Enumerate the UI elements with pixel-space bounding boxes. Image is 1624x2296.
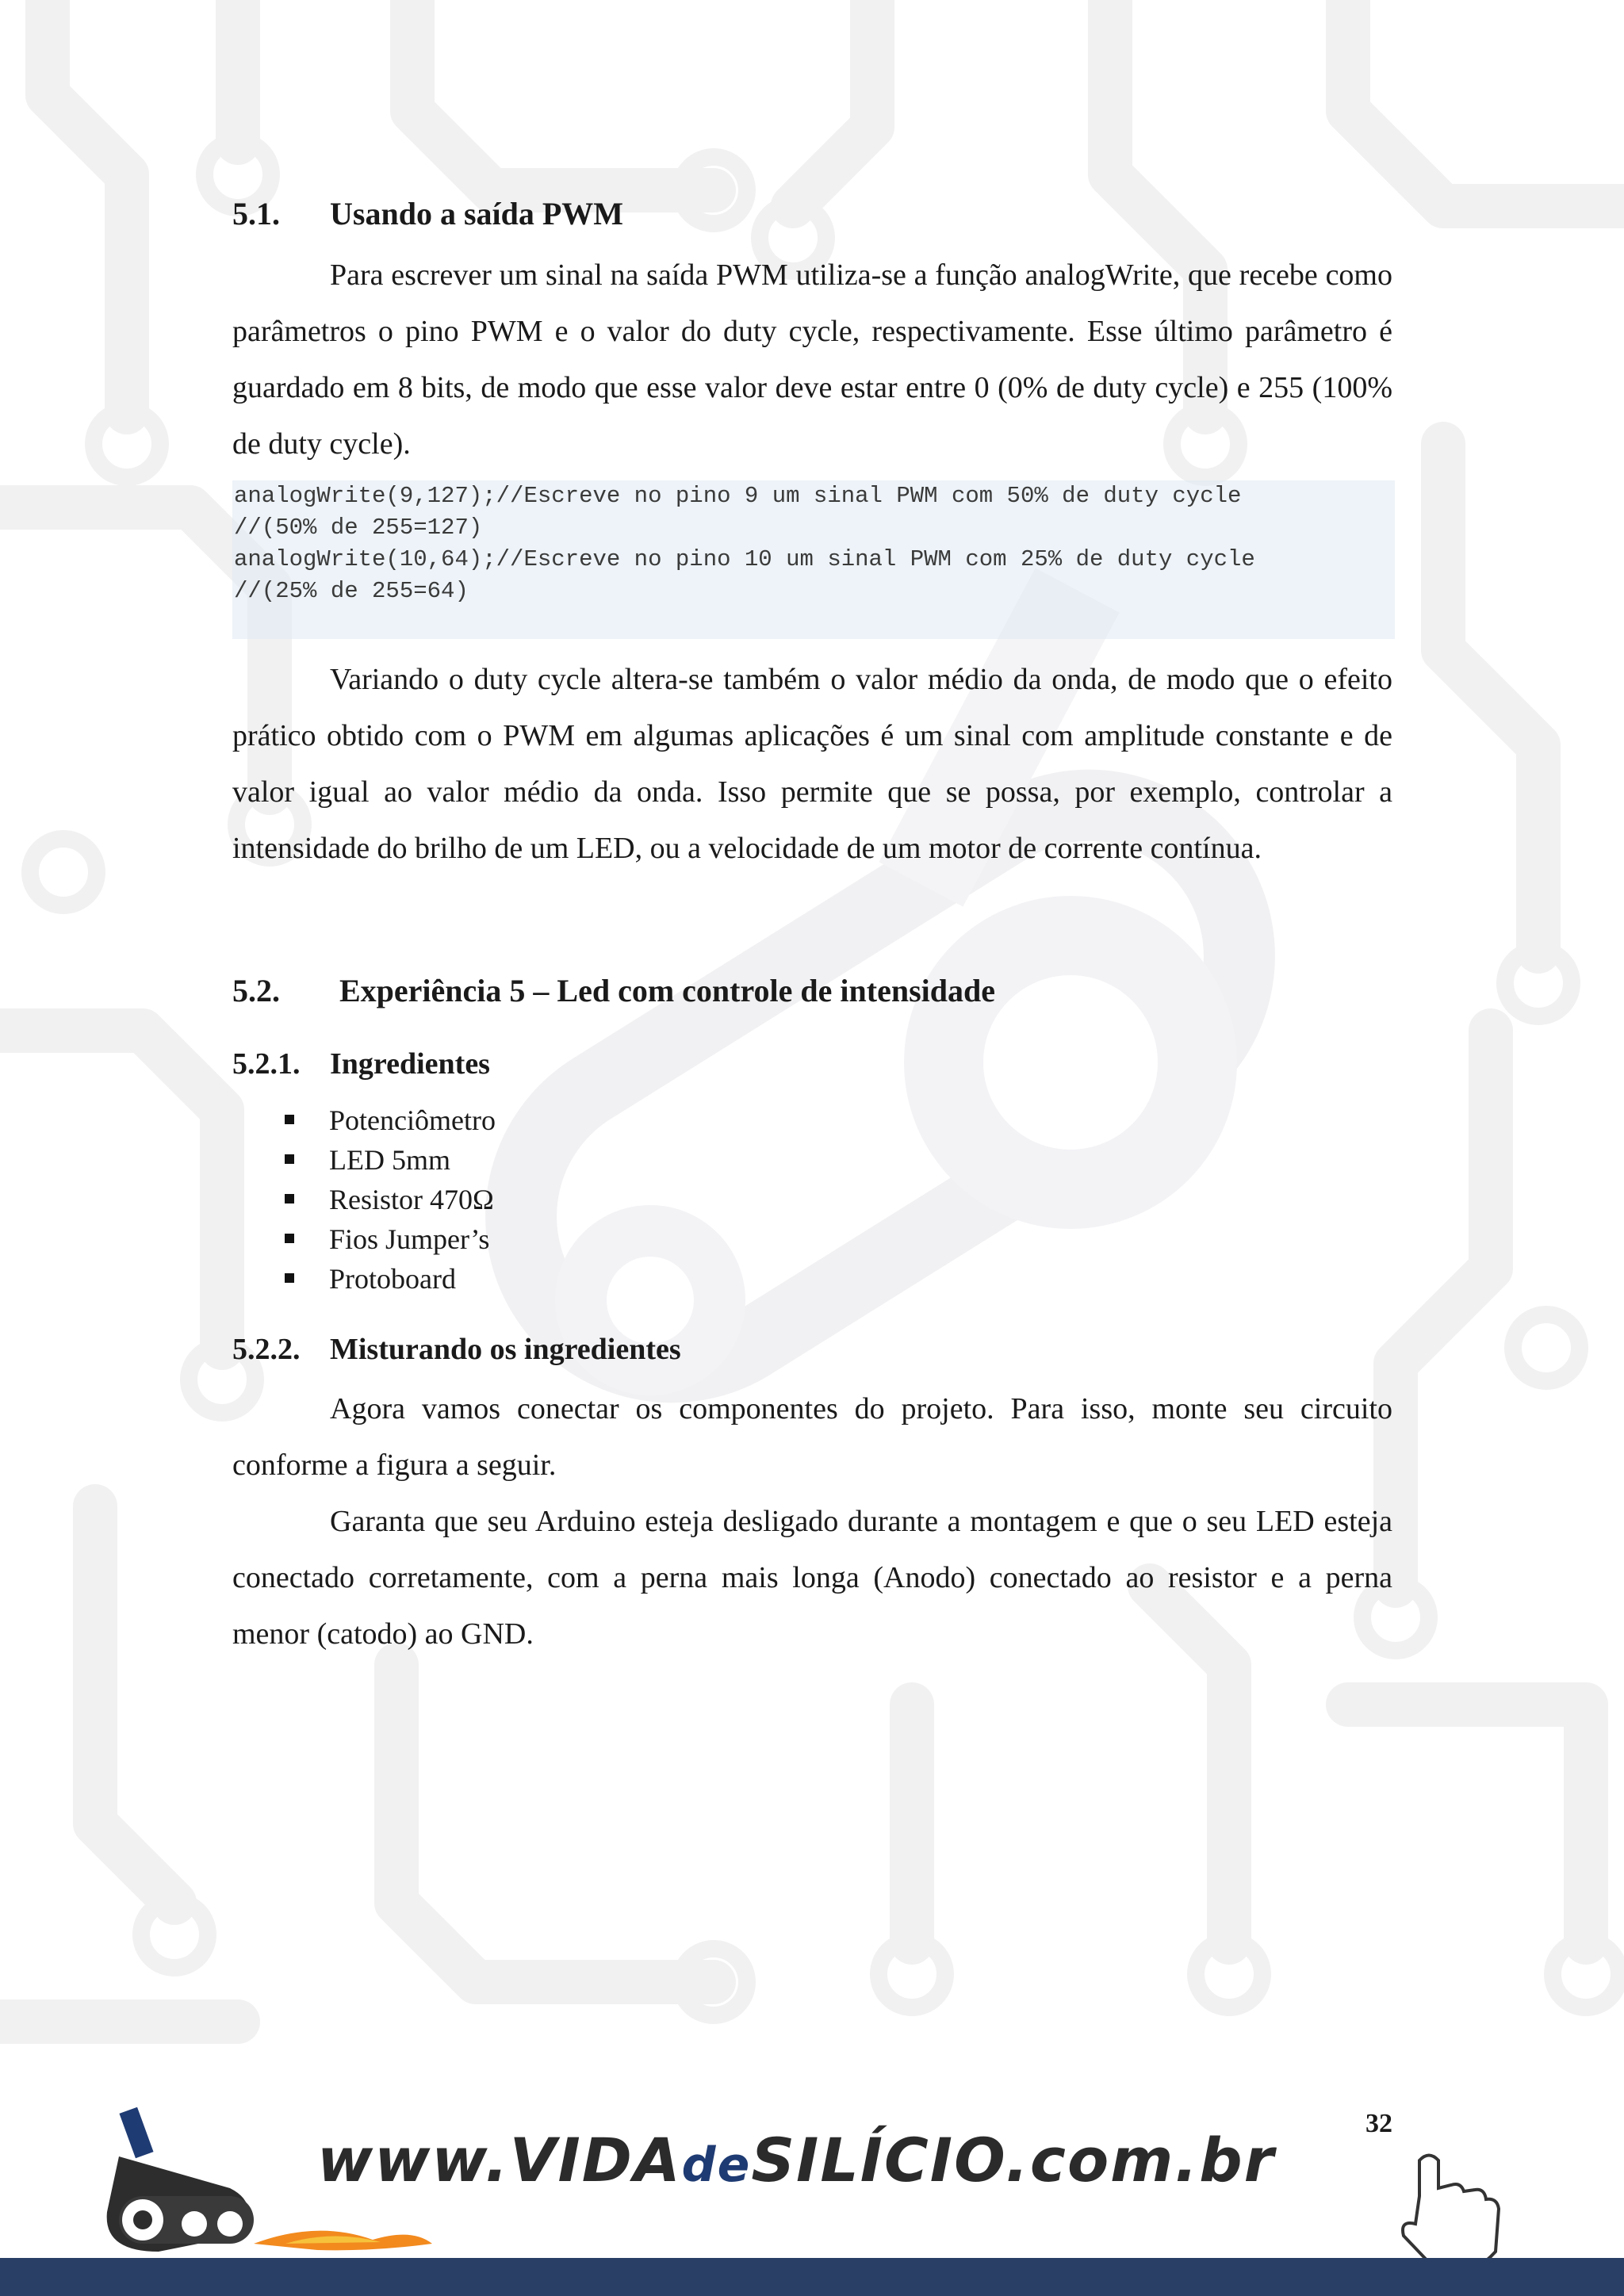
bullet-icon: [285, 1154, 294, 1164]
section-heading-5-2: [232, 972, 995, 1009]
bullet-icon: [285, 1194, 294, 1203]
section-number: 5.1.: [232, 196, 280, 232]
section-number: 5.2.: [232, 973, 280, 1008]
url-de: de: [681, 2137, 752, 2193]
section-heading-5-2-2: [232, 1332, 681, 1367]
section-title: Experiência 5 – Led com controle de intensidade: [339, 973, 995, 1008]
section-title: Misturando os ingredientes: [330, 1333, 681, 1366]
bullet-icon: [285, 1115, 294, 1124]
code-line: analogWrite(10,64);//Escreve no pino 10 um sinal PWM com 25% de duty cycle: [234, 546, 1255, 572]
code-line: analogWrite(9,127);//Escreve no pino 9 um sinal PWM com 50% de duty cycle: [234, 483, 1242, 509]
page-number: 32: [1365, 2109, 1392, 2138]
paragraph-duty-cycle: Variando o duty cycle altera-se também o valor médio da onda, de modo que o efeito prático obtido com o PWM em algumas aplicações é um sinal com amplitude constante e de valor igual ao valor médio da onda. Isso permite que se possa, por exemplo, controlar a intensidade do brilho de um LED, ou a velocidade de um motor de corrente contínua.: [232, 663, 1392, 865]
code-line: //(50% de 255=127): [234, 515, 483, 541]
paragraph-pwm-intro: Para escrever um sinal na saída PWM utiliza-se a função analogWrite, que recebe como parâmetros o pino PWM e o valor do duty cycle, respectivamente. Esse último parâmetro é guardado em 8 bits, de modo que esse valor deve estar entre 0 (0% de duty cycle) e 255 (100% de duty cycle).: [232, 258, 1392, 461]
section-title: Usando a saída PWM: [330, 196, 624, 232]
code-block: [232, 480, 1395, 639]
section-title: Ingredientes: [330, 1047, 490, 1081]
bullet-icon: [285, 1273, 294, 1283]
paragraph-warning: Garanta que seu Arduino esteja desligado durante a montagem e que o seu LED esteja conectado corretamente, com a perna mais longa (Anodo) conectado ao resistor e a perna menor (catodo) ao GND.: [232, 1505, 1392, 1651]
section-heading-5-2-1: [232, 1047, 490, 1081]
section-number: 5.2.1.: [232, 1047, 301, 1081]
url-prefix: www.VIDA: [317, 2125, 682, 2195]
code-line: //(25% de 255=64): [234, 578, 469, 604]
section-heading-5-1: [232, 195, 623, 232]
section-number: 5.2.2.: [232, 1333, 301, 1366]
url-suffix: SILÍCIO.com.br: [751, 2125, 1276, 2195]
paragraph-connect: Agora vamos conectar os componentes do projeto. Para isso, monte seu circuito conforme a figura a seguir.: [232, 1392, 1392, 1482]
footer-bar: [0, 2258, 1624, 2296]
bullet-icon: [285, 1234, 294, 1243]
site-url: [317, 2125, 1275, 2195]
